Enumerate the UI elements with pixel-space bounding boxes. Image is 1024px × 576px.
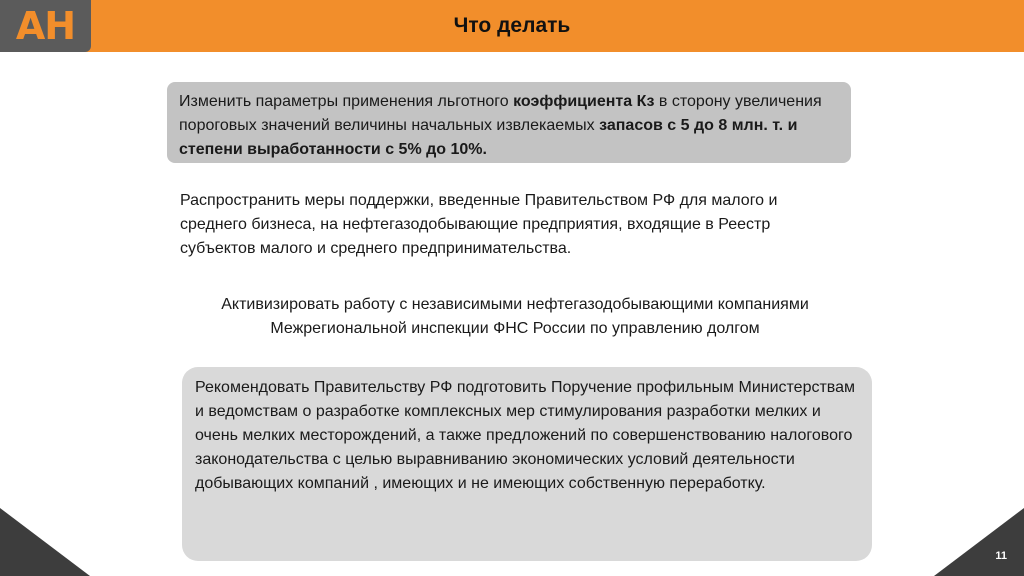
corner-triangle-right <box>934 508 1024 576</box>
recommendation-box-4: Рекомендовать Правительству РФ подготовить Поручение профильным Министерствам и ведомствам о разработке комплексных мер стимулирования разработки мелких и очень мелких месторождений, а также предложений по совершенствованию налогового законодательства с целью выравниванию экономических условий деятельности добывающих компаний , имеющих и не имеющих собственную переработку. <box>182 367 872 561</box>
recommendation-text-2: Распространить меры поддержки, введенные Правительством РФ для малого и среднего бизнеса, на нефтегазодобывающие предприятия, входящие в Реестр субъектов малого и среднего предпринимательства. <box>180 192 778 257</box>
box1-text-2: в сторону увеличения пороговых значений величины начальных извлекаемых <box>179 93 822 134</box>
box1-text-1: Изменить параметры применения льготного <box>179 93 514 110</box>
page-number: 11 <box>995 550 1007 562</box>
logo-text: AH <box>15 4 76 48</box>
recommendation-box-1 <box>167 82 851 163</box>
header-bar <box>0 0 1024 52</box>
slide-title: Что делать <box>453 14 571 37</box>
corner-triangle-left <box>0 508 90 576</box>
box1-bold-2: запасов с 5 до 8 млн. т. и степени выработанности с 5% до 10%. <box>179 117 798 158</box>
box1-bold-1: коэффициента Кз <box>513 93 655 110</box>
recommendation-text-3: Активизировать работу с независимыми нефтегазодобывающими компаниями Межрегиональной инспекции ФНС России по управлению долгом <box>221 296 809 337</box>
